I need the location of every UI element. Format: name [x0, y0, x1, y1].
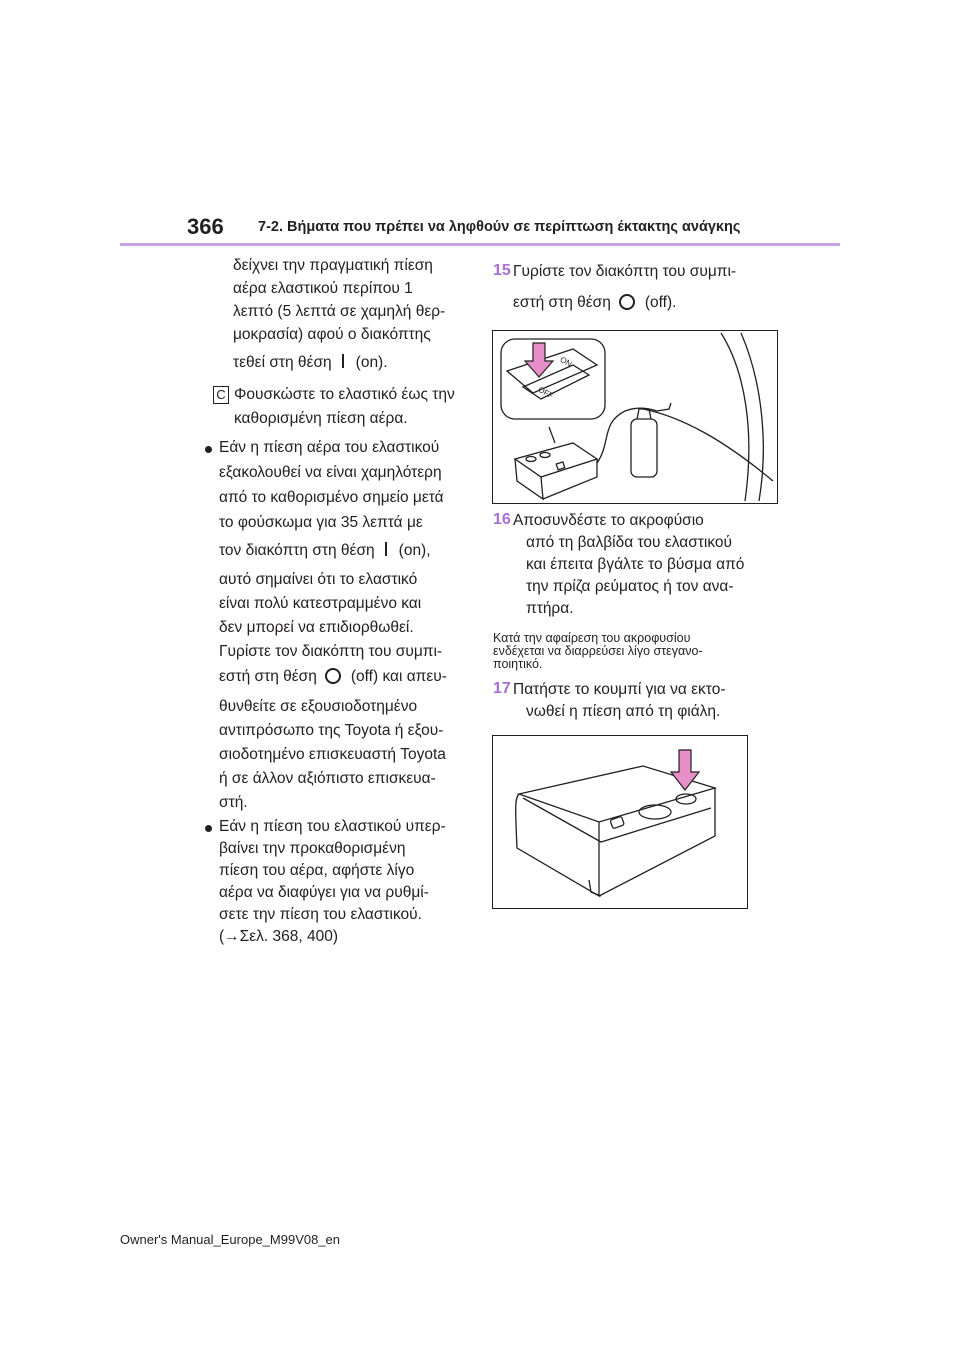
- bullet2-line: Εάν η πίεση του ελαστικού υπερ-: [219, 818, 446, 835]
- step17-line: Πατήστε το κουμπί για να εκτο-: [513, 681, 726, 698]
- step17-line: νωθεί η πίεση από τη φιάλη.: [526, 703, 721, 720]
- bullet1-line: δεν μπορεί να επιδιορθωθεί.: [219, 619, 414, 636]
- bullet2-line: (→Σελ. 368, 400): [219, 928, 339, 945]
- bullet1-on-post: (on),: [398, 542, 431, 559]
- bullet1-line: Γυρίστε τον διακόπτη του συμπι-: [219, 643, 443, 660]
- intro-post: (on).: [355, 354, 388, 371]
- step-c-label: C: [213, 386, 229, 404]
- step-c-line: Φουσκώστε το ελαστικό έως την: [234, 386, 455, 403]
- bullet-icon: [205, 825, 212, 832]
- step16-line: Αποσυνδέστε το ακροφύσιο: [513, 512, 704, 529]
- off-position-icon: [325, 668, 341, 684]
- bullet1-line: είναι πολύ κατεστραμμένο και: [219, 595, 422, 612]
- step15-off-pre: εστή στη θέση: [513, 294, 611, 311]
- bullet2-line: βαίνει την προκαθορισμένη: [219, 840, 406, 857]
- bullet1-line: από το καθορισμένο σημείο μετά: [219, 489, 444, 506]
- step-number: 15: [493, 262, 511, 279]
- step15-off-post: (off).: [644, 294, 677, 311]
- off-position-icon: [619, 294, 635, 310]
- bullet1-off-pre: εστή στη θέση: [219, 668, 317, 685]
- step16-line: από τη βαλβίδα του ελαστικού: [526, 534, 732, 551]
- down-arrow-icon: [671, 750, 699, 790]
- bullet2-line: σετε την πίεση του ελαστικού.: [219, 906, 422, 923]
- on-position-icon: [342, 354, 344, 368]
- bullet1-on-pre: τον διακόπτη στη θέση: [219, 542, 375, 559]
- bullet-icon: [205, 446, 212, 453]
- intro-line-switch: [233, 354, 388, 372]
- bullet1-off-line: [219, 668, 447, 686]
- bullet1-line: ή σε άλλον αξιόπιστο επισκευα-: [219, 770, 436, 787]
- step-number: 17: [493, 680, 511, 697]
- bullet1-line: σιοδοτημένο επισκευαστή Toyota: [219, 746, 446, 763]
- compressor-button-illustration: [493, 736, 747, 908]
- bullet1-line: αντιπρόσωπο της Toyota ή εξου-: [219, 722, 444, 739]
- on-position-icon: [385, 542, 387, 556]
- header-rule: [120, 243, 840, 246]
- note-line: Κατά την αφαίρεση του ακροφυσίου: [493, 631, 691, 645]
- intro-line: αέρα ελαστικού περίπου 1: [233, 280, 413, 297]
- bullet1-off-post: (off) και απευ-: [350, 668, 447, 685]
- figure-compressor-button: [492, 735, 748, 909]
- step15-line: Γυρίστε τον διακόπτη του συμπι-: [513, 263, 737, 280]
- intro-line: λεπτό (5 λεπτά σε χαμηλή θερ-: [233, 303, 446, 320]
- step16-line: και έπειτα βγάλτε το βύσμα από: [526, 556, 745, 573]
- footer-text: Owner's Manual_Europe_M99V08_en: [120, 1232, 341, 1247]
- bullet1-on-line: [219, 542, 431, 560]
- bullet1-line: θυνθείτε σε εξουσιοδοτημένο: [219, 698, 418, 715]
- figure-compressor-switch: [492, 330, 778, 504]
- bullet1-line: εξακολουθεί να είναι χαμηλότερη: [219, 464, 442, 481]
- bullet1-line: Εάν η πίεση αέρα του ελαστικού: [219, 439, 440, 456]
- intro-pre: τεθεί στη θέση: [233, 354, 332, 371]
- intro-line: μοκρασία) αφού ο διακόπτης: [233, 326, 431, 343]
- step16-line: πτήρα.: [526, 600, 574, 617]
- bullet1-line: το φούσκωμα για 35 λεπτά με: [219, 514, 423, 531]
- bullet2-line: αέρα να διαφύγει για να ρυθμί-: [219, 884, 429, 901]
- bullet1-line: στή.: [219, 794, 248, 811]
- step15-off-line: [513, 294, 676, 312]
- step-number: 16: [493, 511, 511, 528]
- step16-line: την πρίζα ρεύματος ή τον ανα-: [526, 578, 734, 595]
- step-c-line: καθορισμένη πίεση αέρα.: [234, 410, 408, 427]
- switch-on-text: ON: [558, 354, 574, 369]
- note-line: ενδέχεται να διαρρεύσει λίγο στεγανο-: [493, 644, 703, 658]
- note-line: ποιητικό.: [493, 657, 543, 671]
- page-number: 366: [187, 214, 224, 239]
- switch-off-text: OFF: [536, 384, 555, 401]
- intro-line: δείχνει την πραγματική πίεση: [233, 257, 433, 274]
- bullet2-line: πίεση του αέρα, αφήστε λίγο: [219, 862, 415, 879]
- bullet1-line: αυτό σημαίνει ότι το ελαστικό: [219, 571, 418, 588]
- compressor-switch-illustration: [493, 331, 777, 503]
- section-title: 7-2. Βήματα που πρέπει να ληφθούν σε περίπτωση έκτακτης ανάγκης: [258, 219, 741, 235]
